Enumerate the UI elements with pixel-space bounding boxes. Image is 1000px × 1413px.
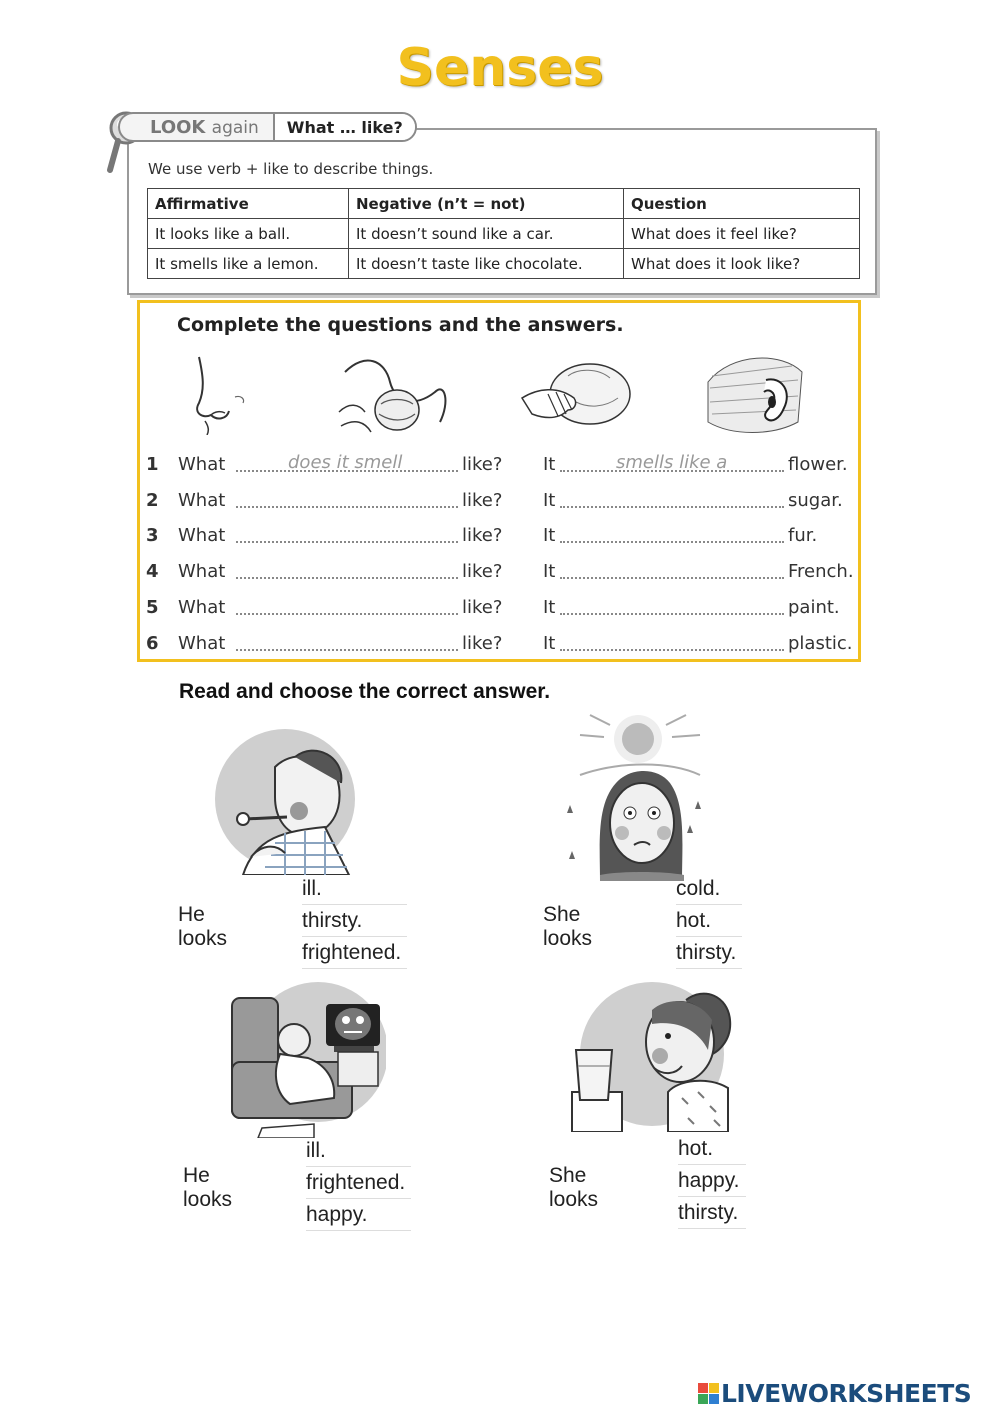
- options-list: [676, 873, 742, 969]
- like-label: like?: [462, 490, 503, 511]
- like-label: like?: [462, 633, 503, 654]
- option[interactable]: thirsty.: [302, 905, 407, 937]
- question-blank[interactable]: [236, 649, 458, 651]
- option[interactable]: ill.: [306, 1135, 411, 1167]
- item-number: 3: [146, 525, 159, 546]
- it-label: It: [543, 525, 556, 546]
- sentence-ending: paint.: [788, 597, 840, 618]
- grammar-table: [147, 188, 860, 279]
- answer-blank[interactable]: [560, 577, 784, 579]
- exercise2-title: Read and choose the correct answer.: [179, 680, 551, 703]
- exercise1-row: [0, 486, 1000, 516]
- question-answer: does it smell: [288, 452, 403, 473]
- exercise1-title: Complete the questions and the answers.: [177, 314, 624, 336]
- question-blank[interactable]: [236, 506, 458, 508]
- table-cell: It doesn’t sound like a car.: [349, 219, 624, 249]
- sentence-start: She looks: [543, 903, 593, 950]
- item-number: 5: [146, 597, 159, 618]
- answer-blank[interactable]: [560, 541, 784, 543]
- answer-blank[interactable]: [560, 613, 784, 615]
- option[interactable]: thirsty.: [678, 1197, 746, 1229]
- brand-name: LIVEWORKSHEETS: [721, 1379, 972, 1408]
- sentence-ending: flower.: [788, 454, 848, 475]
- hand-icon: [518, 358, 633, 434]
- what-label: What: [178, 597, 226, 618]
- exercise1-row: [0, 521, 1000, 551]
- answer-text: smells like a: [616, 452, 728, 473]
- exercise1-row: [0, 629, 1000, 659]
- answer-blank[interactable]: [560, 506, 784, 508]
- sentence-start: She looks: [549, 1164, 599, 1211]
- sentence-ending: plastic.: [788, 633, 853, 654]
- answer-blank[interactable]: [560, 452, 784, 473]
- exercise1-row: [0, 593, 1000, 623]
- item-number: 2: [146, 490, 159, 511]
- sentence-ending: French.: [788, 561, 854, 582]
- ill-boy-image: [215, 727, 355, 875]
- item-number: 6: [146, 633, 159, 654]
- option[interactable]: thirsty.: [676, 937, 742, 969]
- question-blank[interactable]: [236, 541, 458, 543]
- hot-girl-image: [560, 705, 710, 881]
- question-blank[interactable]: [236, 452, 458, 473]
- like-label: like?: [462, 525, 503, 546]
- table-header: Negative (n’t = not): [349, 189, 624, 219]
- question-blank[interactable]: [236, 613, 458, 615]
- item-number: 1: [146, 454, 159, 475]
- question-blank[interactable]: [236, 577, 458, 579]
- look-intro: We use verb + like to describe things.: [148, 160, 434, 178]
- option[interactable]: happy.: [306, 1199, 411, 1231]
- option[interactable]: frightened.: [302, 937, 407, 969]
- table-row: [148, 219, 860, 249]
- option[interactable]: ill.: [302, 873, 407, 905]
- table-row: [148, 249, 860, 279]
- it-label: It: [543, 561, 556, 582]
- option[interactable]: cold.: [676, 873, 742, 905]
- what-label: What: [178, 561, 226, 582]
- table-header: Question: [624, 189, 860, 219]
- table-header-row: [148, 189, 860, 219]
- like-label: like?: [462, 561, 503, 582]
- sentence-start: He looks: [178, 903, 228, 950]
- option[interactable]: hot.: [678, 1133, 746, 1165]
- options-list: [678, 1133, 746, 1229]
- look-label: LOOK again: [150, 116, 259, 138]
- table-cell: What does it look like?: [624, 249, 860, 279]
- sentence-ending: sugar.: [788, 490, 843, 511]
- it-label: It: [543, 454, 556, 475]
- options-list: [302, 873, 407, 969]
- nose-icon: [185, 355, 255, 435]
- sentence-start: He looks: [183, 1164, 233, 1211]
- table-cell: It looks like a ball.: [148, 219, 349, 249]
- option[interactable]: frightened.: [306, 1167, 411, 1199]
- answer-blank[interactable]: [560, 649, 784, 651]
- option[interactable]: hot.: [676, 905, 742, 937]
- mouth-icon: [335, 352, 455, 436]
- exercise1-row: [0, 557, 1000, 587]
- liveworksheets-logo[interactable]: [698, 1379, 971, 1408]
- topic-label: What … like?: [273, 114, 415, 140]
- options-list: [306, 1135, 411, 1231]
- it-label: It: [543, 490, 556, 511]
- table-cell: What does it feel like?: [624, 219, 860, 249]
- table-cell: It smells like a lemon.: [148, 249, 349, 279]
- frightened-boy-image: [214, 978, 386, 1138]
- what-label: What: [178, 633, 226, 654]
- option[interactable]: happy.: [678, 1165, 746, 1197]
- ear-icon: [702, 352, 806, 436]
- what-label: What: [178, 525, 226, 546]
- it-label: It: [543, 633, 556, 654]
- exercise1-row: [0, 450, 1000, 480]
- what-label: What: [178, 454, 226, 475]
- thirsty-girl-image: [568, 980, 736, 1132]
- like-label: like?: [462, 454, 503, 475]
- table-cell: It doesn’t taste like chocolate.: [349, 249, 624, 279]
- it-label: It: [543, 597, 556, 618]
- page-title: Senses: [396, 38, 604, 98]
- brand-logo-icon: [698, 1383, 719, 1404]
- what-label: What: [178, 490, 226, 511]
- like-label: like?: [462, 597, 503, 618]
- table-header: Affirmative: [148, 189, 349, 219]
- look-again-tab: [118, 112, 417, 142]
- sentence-ending: fur.: [788, 525, 818, 546]
- item-number: 4: [146, 561, 159, 582]
